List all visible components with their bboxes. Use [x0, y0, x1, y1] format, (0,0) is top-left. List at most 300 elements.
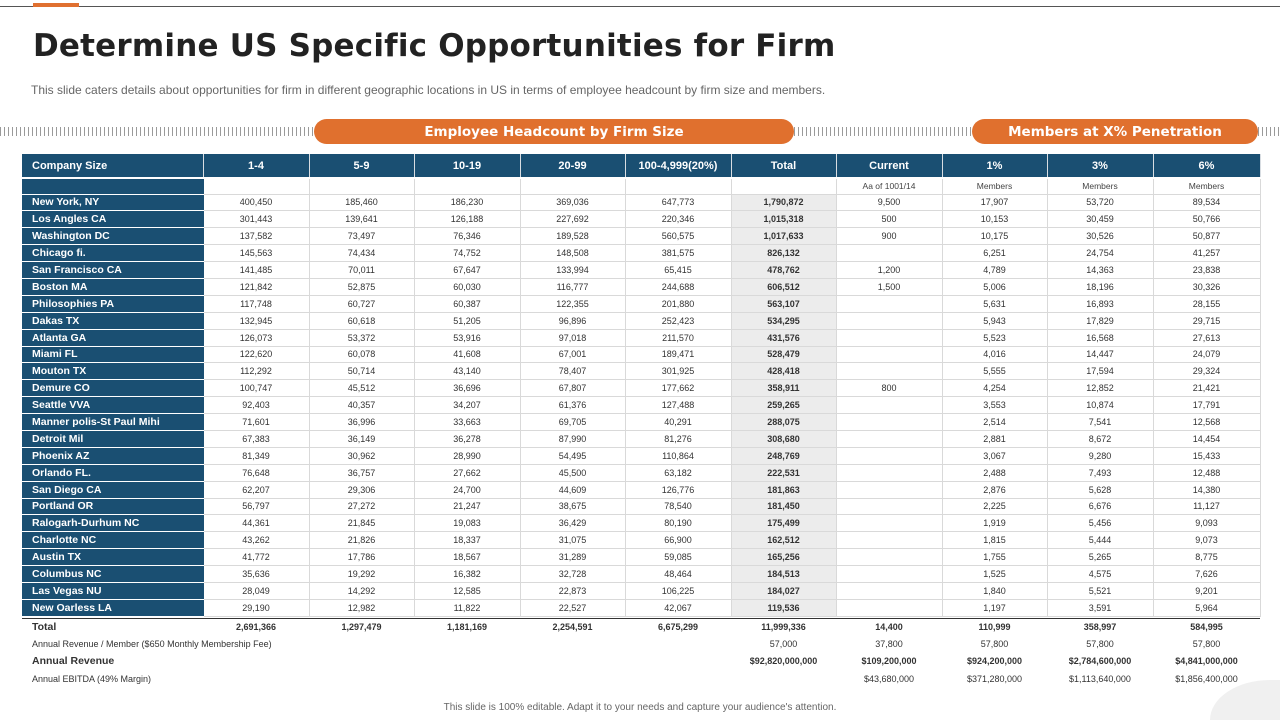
- headcount-table: [22, 154, 1261, 617]
- table-cell: 1,197: [942, 599, 1047, 616]
- table-cell: 92,403: [203, 397, 309, 414]
- table-cell: 81,276: [625, 430, 731, 447]
- table-cell: 60,727: [309, 295, 414, 312]
- summary-cell: 57,800: [1192, 639, 1221, 650]
- table-cell: 381,575: [625, 245, 731, 262]
- table-cell: 96,896: [520, 312, 625, 329]
- table-row: [22, 194, 1260, 211]
- row-label: Detroit Mil: [22, 430, 203, 447]
- table-cell: 38,675: [520, 498, 625, 515]
- table-cell: 48,464: [625, 566, 731, 583]
- column-header: 1%: [942, 154, 1047, 178]
- table-cell: 61,376: [520, 397, 625, 414]
- table-cell: 106,225: [625, 582, 731, 599]
- row-total-cell: 181,450: [731, 498, 836, 515]
- summary-cell: 57,800: [1086, 639, 1114, 650]
- table-cell: 21,421: [1153, 380, 1260, 397]
- row-label: Seattle VVA: [22, 397, 203, 414]
- table-cell: [836, 599, 942, 616]
- table-row: [22, 549, 1260, 566]
- table-cell: 36,996: [309, 414, 414, 431]
- table-cell: [836, 363, 942, 380]
- table-cell: 18,337: [414, 532, 520, 549]
- table-cell: 126,776: [625, 481, 731, 498]
- table-row: [22, 363, 1260, 380]
- row-total-cell: 1,015,318: [731, 211, 836, 228]
- table-cell: [836, 498, 942, 515]
- table-cell: 36,429: [520, 515, 625, 532]
- row-total-cell: 563,107: [731, 295, 836, 312]
- summary-cell: [203, 670, 309, 687]
- table-cell: 1,755: [942, 549, 1047, 566]
- column-header: 6%: [1153, 154, 1260, 178]
- table-cell: 4,254: [942, 380, 1047, 397]
- table-cell: 211,570: [625, 329, 731, 346]
- table-cell: 139,641: [309, 211, 414, 228]
- summary-label: Total: [22, 619, 203, 636]
- table-cell: 45,500: [520, 464, 625, 481]
- table-cell: 19,083: [414, 515, 520, 532]
- subheader-pct3: Members: [1047, 178, 1153, 194]
- table-cell: 66,900: [625, 532, 731, 549]
- table-cell: 31,075: [520, 532, 625, 549]
- top-rule: [0, 6, 1280, 7]
- table-row: [22, 380, 1260, 397]
- table-cell: 133,994: [520, 262, 625, 279]
- table-cell: 5,523: [942, 329, 1047, 346]
- table-row: [22, 430, 1260, 447]
- table-cell: 42,067: [625, 599, 731, 616]
- row-label: Boston MA: [22, 278, 203, 295]
- row-total-cell: 181,863: [731, 481, 836, 498]
- table-cell: 126,073: [203, 329, 309, 346]
- table-cell: 27,272: [309, 498, 414, 515]
- table-cell: 56,797: [203, 498, 309, 515]
- table-cell: 54,495: [520, 447, 625, 464]
- table-cell: 141,485: [203, 262, 309, 279]
- table-cell: 8,672: [1047, 430, 1153, 447]
- table-cell: 45,512: [309, 380, 414, 397]
- table-cell: 22,527: [520, 599, 625, 616]
- table-cell: 65,415: [625, 262, 731, 279]
- table-cell: 132,945: [203, 312, 309, 329]
- table-cell: 9,500: [836, 194, 942, 211]
- table-cell: 560,575: [625, 228, 731, 245]
- row-label: Dakas TX: [22, 312, 203, 329]
- table-cell: [836, 582, 942, 599]
- row-total-cell: 248,769: [731, 447, 836, 464]
- column-header: 20-99: [520, 154, 625, 178]
- table-cell: 5,555: [942, 363, 1047, 380]
- decorative-ticks-right: [1258, 127, 1280, 136]
- table-cell: 12,488: [1153, 464, 1260, 481]
- summary-cell: [625, 653, 731, 670]
- summary-cell: 584,995: [1153, 619, 1260, 636]
- table-cell: 50,714: [309, 363, 414, 380]
- row-total-cell: 259,265: [731, 397, 836, 414]
- table-cell: 24,754: [1047, 245, 1153, 262]
- footer-note: This slide is 100% editable. Adapt it to your needs and capture your audience's attention.: [443, 702, 837, 713]
- row-total-cell: 222,531: [731, 464, 836, 481]
- row-label: Chicago fi.: [22, 245, 203, 262]
- table-cell: [836, 312, 942, 329]
- table-cell: 18,196: [1047, 278, 1153, 295]
- table-cell: 74,752: [414, 245, 520, 262]
- table-cell: 69,705: [520, 414, 625, 431]
- row-label: New York, NY: [22, 194, 203, 211]
- table-cell: 21,845: [309, 515, 414, 532]
- table-cell: 17,594: [1047, 363, 1153, 380]
- summary-cell: 11,999,336: [731, 619, 836, 636]
- table-row: [22, 532, 1260, 549]
- top-accent-bar: [33, 3, 79, 7]
- table-cell: 53,916: [414, 329, 520, 346]
- page-title: Determine US Specific Opportunities for Firm: [33, 28, 836, 64]
- table-cell: 900: [836, 228, 942, 245]
- table-cell: 2,876: [942, 481, 1047, 498]
- table-cell: 189,471: [625, 346, 731, 363]
- table-cell: 100,747: [203, 380, 309, 397]
- table-cell: 5,628: [1047, 481, 1153, 498]
- table-cell: 52,875: [309, 278, 414, 295]
- table-row: [22, 414, 1260, 431]
- table-row: [22, 515, 1260, 532]
- row-total-cell: 162,512: [731, 532, 836, 549]
- table-cell: 244,688: [625, 278, 731, 295]
- summary-cell: $92,820,000,000: [749, 656, 818, 667]
- column-header: Current: [836, 154, 942, 178]
- table-row: [22, 346, 1260, 363]
- table-cell: 28,049: [203, 582, 309, 599]
- summary-row-total: [22, 619, 1260, 636]
- summary-cell: 1,181,169: [414, 619, 520, 636]
- table-cell: 60,387: [414, 295, 520, 312]
- table-cell: [836, 430, 942, 447]
- table-cell: 122,355: [520, 295, 625, 312]
- table-cell: 29,324: [1153, 363, 1260, 380]
- table-cell: 17,786: [309, 549, 414, 566]
- summary-cell: [625, 670, 731, 687]
- summary-cell: [414, 670, 520, 687]
- table-cell: 14,363: [1047, 262, 1153, 279]
- table-cell: 186,230: [414, 194, 520, 211]
- table-cell: 14,454: [1153, 430, 1260, 447]
- table-cell: 97,018: [520, 329, 625, 346]
- table-cell: 126,188: [414, 211, 520, 228]
- table-cell: 30,962: [309, 447, 414, 464]
- table-cell: 22,873: [520, 582, 625, 599]
- table-cell: 30,526: [1047, 228, 1153, 245]
- table-cell: 36,149: [309, 430, 414, 447]
- table-row: [22, 245, 1260, 262]
- table-cell: 32,728: [520, 566, 625, 583]
- row-total-cell: 431,576: [731, 329, 836, 346]
- table-cell: 122,620: [203, 346, 309, 363]
- row-total-cell: 534,295: [731, 312, 836, 329]
- table-cell: 27,662: [414, 464, 520, 481]
- summary-row-annual-ebitda: [22, 670, 1260, 687]
- row-total-cell: 175,499: [731, 515, 836, 532]
- table-subheader-row: [22, 178, 1260, 194]
- table-cell: 6,251: [942, 245, 1047, 262]
- table-cell: 14,447: [1047, 346, 1153, 363]
- table-row: [22, 481, 1260, 498]
- table-cell: [836, 549, 942, 566]
- table-cell: 12,568: [1153, 414, 1260, 431]
- row-label: Portland OR: [22, 498, 203, 515]
- table-cell: 44,609: [520, 481, 625, 498]
- table-row: [22, 599, 1260, 616]
- table-cell: 1,200: [836, 262, 942, 279]
- table-cell: 5,444: [1047, 532, 1153, 549]
- table-cell: 116,777: [520, 278, 625, 295]
- table-cell: 1,840: [942, 582, 1047, 599]
- table-cell: 800: [836, 380, 942, 397]
- table-row: [22, 262, 1260, 279]
- section-header-members: Members at X% Penetration: [972, 119, 1258, 144]
- table-cell: 67,383: [203, 430, 309, 447]
- table-cell: 76,648: [203, 464, 309, 481]
- column-header: Company Size: [22, 154, 203, 178]
- table-cell: 81,349: [203, 447, 309, 464]
- table-cell: 12,982: [309, 599, 414, 616]
- row-label: Ralogarh-Durhum NC: [22, 515, 203, 532]
- row-label: Washington DC: [22, 228, 203, 245]
- table-cell: 73,497: [309, 228, 414, 245]
- table-cell: 117,748: [203, 295, 309, 312]
- table-cell: 10,153: [942, 211, 1047, 228]
- summary-cell: 57,000: [769, 639, 798, 650]
- table-cell: 31,289: [520, 549, 625, 566]
- row-total-cell: 606,512: [731, 278, 836, 295]
- summary-cell: [520, 636, 625, 653]
- table-cell: 3,067: [942, 447, 1047, 464]
- column-header: 5-9: [309, 154, 414, 178]
- table-cell: 60,078: [309, 346, 414, 363]
- table-row: [22, 582, 1260, 599]
- table-cell: 369,036: [520, 194, 625, 211]
- table-cell: 112,292: [203, 363, 309, 380]
- table-cell: 16,893: [1047, 295, 1153, 312]
- table-cell: [836, 245, 942, 262]
- table-cell: 53,720: [1047, 194, 1153, 211]
- table-cell: 19,292: [309, 566, 414, 583]
- table-cell: 110,864: [625, 447, 731, 464]
- table-cell: 647,773: [625, 194, 731, 211]
- table-cell: 30,326: [1153, 278, 1260, 295]
- table-cell: 63,182: [625, 464, 731, 481]
- summary-cell: 358,997: [1047, 619, 1153, 636]
- table-cell: 5,521: [1047, 582, 1153, 599]
- table-cell: 21,826: [309, 532, 414, 549]
- table-row: [22, 228, 1260, 245]
- table-cell: 3,591: [1047, 599, 1153, 616]
- table-cell: 59,085: [625, 549, 731, 566]
- summary-row-annual-revenue: [22, 653, 1260, 670]
- table-cell: 62,207: [203, 481, 309, 498]
- table-cell: 67,647: [414, 262, 520, 279]
- row-label: Las Vegas NU: [22, 582, 203, 599]
- table-cell: 43,140: [414, 363, 520, 380]
- table-cell: 51,205: [414, 312, 520, 329]
- table-cell: 5,964: [1153, 599, 1260, 616]
- table-cell: 201,880: [625, 295, 731, 312]
- summary-cell: [414, 636, 520, 653]
- table-cell: 71,601: [203, 414, 309, 431]
- table-cell: 14,292: [309, 582, 414, 599]
- summary-cell: 2,254,591: [520, 619, 625, 636]
- table-cell: 29,190: [203, 599, 309, 616]
- row-total-cell: 358,911: [731, 380, 836, 397]
- summary-label: Annual EBITDA (49% Margin): [32, 673, 152, 684]
- table-cell: 17,907: [942, 194, 1047, 211]
- summary-table: [22, 618, 1260, 687]
- summary-row-revenue-per-member: [22, 636, 1260, 653]
- table-cell: 10,874: [1047, 397, 1153, 414]
- table-cell: 12,585: [414, 582, 520, 599]
- table-cell: 28,155: [1153, 295, 1260, 312]
- section-header-headcount: Employee Headcount by Firm Size: [314, 119, 794, 144]
- row-label: Miami FL: [22, 346, 203, 363]
- table-cell: 33,663: [414, 414, 520, 431]
- table-cell: 2,881: [942, 430, 1047, 447]
- table-cell: 1,525: [942, 566, 1047, 583]
- summary-label: Annual Revenue / Member ($650 Monthly Membership Fee): [32, 639, 272, 650]
- row-total-cell: 528,479: [731, 346, 836, 363]
- subheader-current: Aa of 1001/14: [836, 178, 942, 194]
- table-cell: [836, 397, 942, 414]
- row-total-cell: 165,256: [731, 549, 836, 566]
- row-label: San Diego CA: [22, 481, 203, 498]
- table-cell: 189,528: [520, 228, 625, 245]
- table-cell: 4,016: [942, 346, 1047, 363]
- table-cell: 7,626: [1153, 566, 1260, 583]
- column-header: 1-4: [203, 154, 309, 178]
- table-cell: 220,346: [625, 211, 731, 228]
- row-label: Los Angles CA: [22, 211, 203, 228]
- table-cell: 227,692: [520, 211, 625, 228]
- table-cell: 87,990: [520, 430, 625, 447]
- table-cell: 11,822: [414, 599, 520, 616]
- row-total-cell: 184,027: [731, 582, 836, 599]
- table-cell: 11,127: [1153, 498, 1260, 515]
- table-cell: 3,553: [942, 397, 1047, 414]
- table-cell: [836, 515, 942, 532]
- summary-cell: 110,999: [942, 619, 1047, 636]
- table-cell: 74,434: [309, 245, 414, 262]
- table-cell: 185,460: [309, 194, 414, 211]
- table-row: [22, 329, 1260, 346]
- table-cell: 5,631: [942, 295, 1047, 312]
- row-label: Philosophies PA: [22, 295, 203, 312]
- table-cell: 17,791: [1153, 397, 1260, 414]
- table-cell: 24,700: [414, 481, 520, 498]
- table-cell: [836, 464, 942, 481]
- table-row: [22, 278, 1260, 295]
- table-cell: 400,450: [203, 194, 309, 211]
- row-total-cell: 478,762: [731, 262, 836, 279]
- row-label: Orlando FL.: [22, 464, 203, 481]
- table-cell: 301,925: [625, 363, 731, 380]
- table-cell: 60,618: [309, 312, 414, 329]
- table-cell: [836, 295, 942, 312]
- row-label: Austin TX: [22, 549, 203, 566]
- table-cell: [836, 532, 942, 549]
- table-cell: 67,001: [520, 346, 625, 363]
- table-cell: 17,829: [1047, 312, 1153, 329]
- row-label: New Oarless LA: [22, 599, 203, 616]
- table-cell: 70,011: [309, 262, 414, 279]
- table-row: [22, 312, 1260, 329]
- table-cell: 5,265: [1047, 549, 1153, 566]
- table-cell: 41,772: [203, 549, 309, 566]
- table-cell: [836, 481, 942, 498]
- table-row: [22, 464, 1260, 481]
- summary-cell: [520, 653, 625, 670]
- table-cell: 29,715: [1153, 312, 1260, 329]
- column-header: 3%: [1047, 154, 1153, 178]
- subheader-pct1: Members: [942, 178, 1047, 194]
- table-cell: 50,766: [1153, 211, 1260, 228]
- summary-cell: [625, 636, 731, 653]
- table-cell: 8,775: [1153, 549, 1260, 566]
- table-cell: 9,280: [1047, 447, 1153, 464]
- summary-cell: [731, 670, 836, 687]
- table-cell: 5,006: [942, 278, 1047, 295]
- table-cell: 14,380: [1153, 481, 1260, 498]
- row-total-cell: 184,513: [731, 566, 836, 583]
- summary-cell: $1,113,640,000: [1069, 673, 1131, 684]
- table-cell: [836, 414, 942, 431]
- table-cell: 5,943: [942, 312, 1047, 329]
- row-label: Charlotte NC: [22, 532, 203, 549]
- row-label: Manner polis-St Paul Mihi: [22, 414, 203, 431]
- column-header: Total: [731, 154, 836, 178]
- table-cell: 78,540: [625, 498, 731, 515]
- table-cell: 29,306: [309, 481, 414, 498]
- table-cell: 40,291: [625, 414, 731, 431]
- table-cell: 24,079: [1153, 346, 1260, 363]
- table-cell: 35,636: [203, 566, 309, 583]
- table-row: [22, 498, 1260, 515]
- table-cell: 21,247: [414, 498, 520, 515]
- summary-cell: $2,784,600,000: [1068, 656, 1132, 667]
- table-cell: 16,568: [1047, 329, 1153, 346]
- table-row: [22, 295, 1260, 312]
- summary-cell: 57,800: [980, 639, 1009, 650]
- row-total-cell: 288,075: [731, 414, 836, 431]
- row-label: San Francisco CA: [22, 262, 203, 279]
- summary-cell: $4,841,000,000: [1175, 656, 1238, 667]
- summary-cell: [309, 636, 414, 653]
- table-cell: 2,514: [942, 414, 1047, 431]
- table-cell: 18,567: [414, 549, 520, 566]
- table-cell: 36,757: [309, 464, 414, 481]
- table-cell: 67,807: [520, 380, 625, 397]
- table-cell: [836, 346, 942, 363]
- table-cell: 16,382: [414, 566, 520, 583]
- row-label: Mouton TX: [22, 363, 203, 380]
- row-total-cell: 428,418: [731, 363, 836, 380]
- summary-cell: 2,691,366: [203, 619, 309, 636]
- table-cell: 148,508: [520, 245, 625, 262]
- column-header: 10-19: [414, 154, 520, 178]
- table-cell: [836, 329, 942, 346]
- table-cell: 500: [836, 211, 942, 228]
- summary-cell: 6,675,299: [625, 619, 731, 636]
- row-total-cell: 119,536: [731, 599, 836, 616]
- table-cell: 41,257: [1153, 245, 1260, 262]
